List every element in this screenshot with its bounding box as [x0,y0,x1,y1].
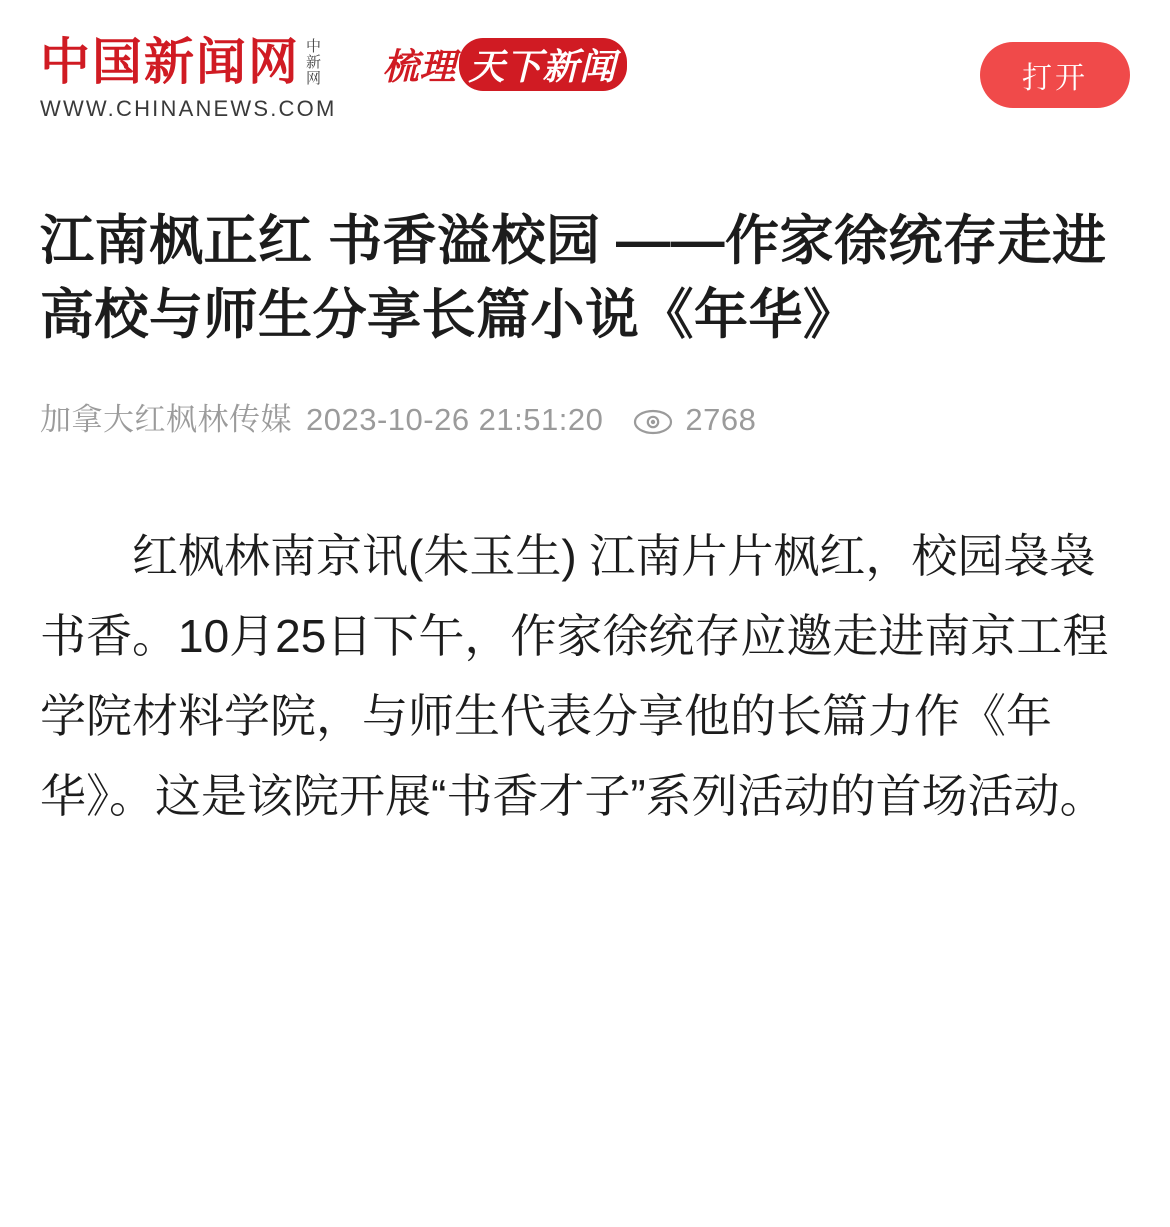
page-title: 江南枫正红 书香溢校园 ——作家徐统存走进高校与师生分享长篇小说《年华》 [40,211,1107,345]
site-header [0,0,1170,152]
brand-url: WWW.CHINANEWS.COM [40,96,337,121]
brand-name-cn: 中国新闻网 [40,32,300,91]
article-source: 加拿大红枫林传媒 [40,402,292,437]
article-paragraph: 红枫林南京讯(朱玉生) 江南片片枫红，校园袅袅书香。10月25日下午，作家徐统存应邀走进南京工程学院材料学院，与师生代表分享他的长篇力作《年华》。这是该院开展“书香才子”系列活动的首场活动。 [40,530,1109,822]
article-meta [40,402,1130,438]
views-number: 2768 [685,402,757,437]
brand-stack-line-1: 中 [306,37,322,55]
eye-icon [633,407,673,433]
brand-name-stack [306,34,321,86]
brand-stack-line-3: 网 [306,69,322,87]
site-slogan [382,0,626,91]
slogan-badge: 天下新闻 [459,38,627,91]
article-date: 2023-10-26 21:51:20 [306,402,604,437]
brand-stack-line-2: 新 [306,53,322,71]
open-app-button[interactable]: 打开 [980,42,1130,108]
slogan-prefix: 梳理 [382,46,457,88]
view-count [633,402,756,438]
site-logo[interactable] [40,0,336,122]
article-container [0,152,1170,836]
